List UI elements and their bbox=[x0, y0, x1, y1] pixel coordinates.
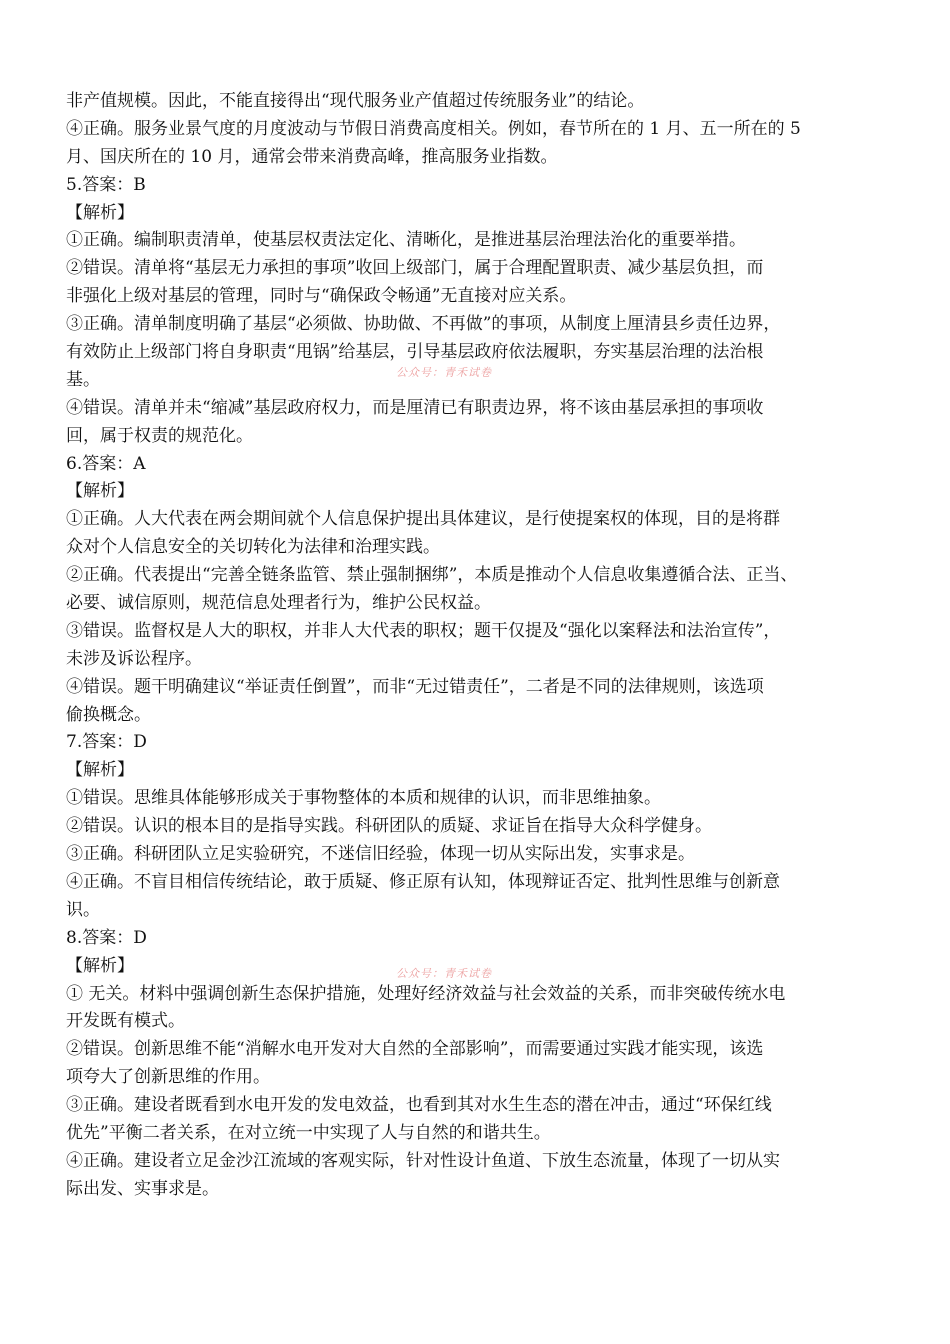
text-line: ①错误。思维具体能够形成关于事物整体的本质和规律的认识，而非思维抽象。 bbox=[66, 788, 661, 809]
text-line: 【解析】 bbox=[66, 760, 134, 781]
text-line: 基。 bbox=[66, 369, 100, 390]
text-line: 【解析】 bbox=[66, 955, 134, 976]
text-line: ④正确。不盲目相信传统结论，敢于质疑、修正原有认知，体现辩证否定、批判性思维与创新意 bbox=[66, 871, 780, 892]
text-line: 5.答案：B bbox=[66, 174, 146, 195]
text-line: ③正确。建设者既看到水电开发的发电效益，也看到其对水生生态的潜在冲击，通过“环保红线 bbox=[66, 1095, 772, 1116]
text-line: 必要、诚信原则，规范信息处理者行为，维护公民权益。 bbox=[66, 593, 491, 614]
text-line: 项夸大了创新思维的作用。 bbox=[66, 1067, 270, 1088]
text-line: 未涉及诉讼程序。 bbox=[66, 648, 202, 669]
text-line: 回，属于权责的规范化。 bbox=[66, 425, 253, 446]
text-line: 【解析】 bbox=[66, 481, 134, 502]
text-line: ②错误。清单将“基层无力承担的事项”收回上级部门，属于合理配置职责、减少基层负担，而 bbox=[66, 258, 764, 279]
watermark-text: 公众号：青禾试卷 bbox=[396, 366, 492, 379]
text-line: 优先”平衡二者关系，在对立统一中实现了人与自然的和谐共生。 bbox=[66, 1122, 551, 1143]
text-line: 6.答案：A bbox=[66, 453, 146, 474]
text-line: 开发既有模式。 bbox=[66, 1011, 185, 1032]
text-line: ④正确。服务业景气度的月度波动与节假日消费高度相关。例如，春节所在的 1 月、五一所在的 5 bbox=[66, 118, 801, 139]
text-line: ③正确。清单制度明确了基层“必须做、协助做、不再做”的事项，从制度上厘清县乡责任边界， bbox=[66, 314, 781, 335]
text-line: ④正确。建设者立足金沙江流域的客观实际，针对性设计鱼道、下放生态流量，体现了一切从实 bbox=[66, 1150, 780, 1171]
watermark-text: 公众号：青禾试卷 bbox=[396, 967, 492, 980]
text-line: 际出发、实事求是。 bbox=[66, 1178, 219, 1199]
text-line: 偷换概念。 bbox=[66, 704, 151, 725]
text-line: 8.答案：D bbox=[66, 927, 147, 948]
text-line: 月、国庆所在的 10 月，通常会带来消费高峰，推高服务业指数。 bbox=[66, 146, 558, 167]
text-line: ③正确。科研团队立足实验研究，不迷信旧经验，体现一切从实际出发，实事求是。 bbox=[66, 844, 695, 865]
text-line: ①正确。编制职责清单，使基层权责法定化、清晰化，是推进基层治理法治化的重要举措。 bbox=[66, 230, 746, 251]
text-line: ①正确。人大代表在两会期间就个人信息保护提出具体建议，是行使提案权的体现，目的是将群 bbox=[66, 509, 780, 530]
text-line: ②错误。创新思维不能“消解水电开发对大自然的全部影响”，而需要通过实践才能实现，该选 bbox=[66, 1039, 764, 1060]
text-line: ④错误。清单并未“缩减”基层政府权力，而是厘清已有职责边界，将不该由基层承担的事项收 bbox=[66, 397, 764, 418]
document-body bbox=[66, 88, 886, 1204]
text-line: ④错误。题干明确建议“举证责任倒置”，而非“无过错责任”，二者是不同的法律规则，该选项 bbox=[66, 676, 764, 697]
text-line: 【解析】 bbox=[66, 202, 134, 223]
text-line: 识。 bbox=[66, 899, 100, 920]
text-line: ③错误。监督权是人大的职权，并非人大代表的职权；题干仅提及“强化以案释法和法治宣传”， bbox=[66, 620, 781, 641]
text-line: 非产值规模。因此，不能直接得出“现代服务业产值超过传统服务业”的结论。 bbox=[66, 91, 645, 111]
text-line: ②错误。认识的根本目的是指导实践。科研团队的质疑、求证旨在指导大众科学健身。 bbox=[66, 816, 712, 837]
text-line: ① 无关。材料中强调创新生态保护措施，处理好经济效益与社会效益的关系，而非突破传统水电 bbox=[66, 983, 786, 1004]
text-line: 7.答案：D bbox=[66, 732, 147, 753]
text-line: ②正确。代表提出“完善全链条监管、禁止强制捆绑”，本质是推动个人信息收集遵循合法、正当、 bbox=[66, 565, 798, 586]
text-line: 非强化上级对基层的管理，同时与“确保政令畅通”无直接对应关系。 bbox=[66, 286, 577, 307]
text-line: 有效防止上级部门将自身职责“甩锅”给基层，引导基层政府依法履职，夯实基层治理的法治根 bbox=[66, 342, 764, 363]
text-line: 众对个人信息安全的关切转化为法律和治理实践。 bbox=[66, 537, 440, 558]
